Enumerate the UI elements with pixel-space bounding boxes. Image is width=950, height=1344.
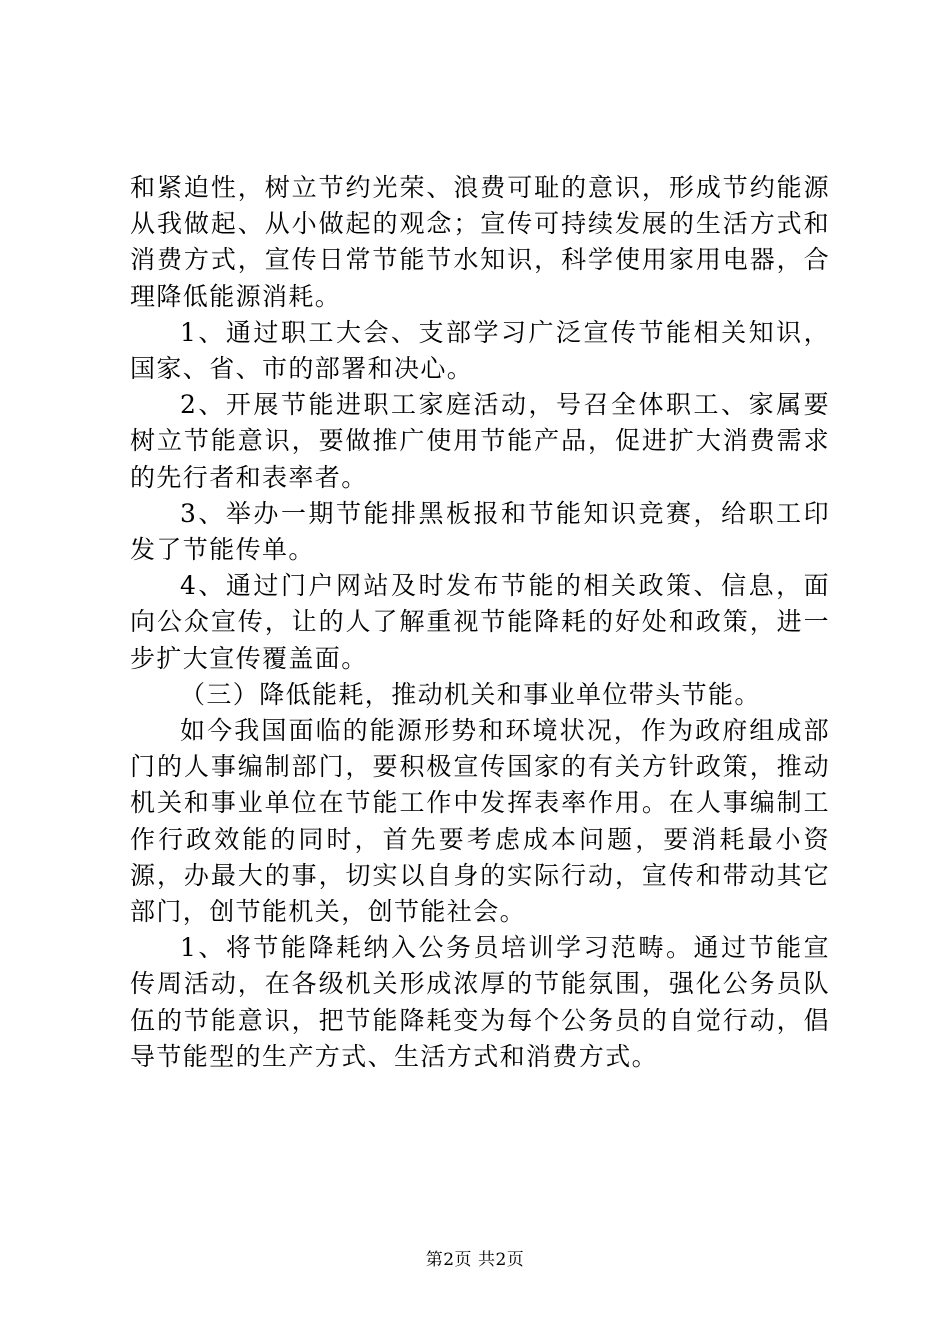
document-body bbox=[130, 170, 830, 1075]
paragraph-item-3: 3、举办一期节能排黑板报和节能知识竞赛，给职工印发了节能传单。 bbox=[130, 498, 830, 565]
paragraph-item-1-section3: 1、将节能降耗纳入公务员培训学习范畴。通过节能宣传周活动，在各级机关形成浓厚的节能氛围，强化公务员队伍的节能意识，把节能降耗变为每个公务员的自觉行动，倡导节能型的生产方式、生活方式和消费方式。 bbox=[130, 933, 830, 1071]
section-heading: （三）降低能耗，推动机关和事业单位带头节能。 bbox=[180, 679, 761, 709]
paragraph-continuation: 和紧迫性，树立节约光荣、浪费可耻的意识，形成节约能源从我做起、从小做起的观念；宣传可持续发展的生活方式和消费方式，宣传日常节能节水知识，科学使用家用电器，合理降低能源消耗。 bbox=[130, 173, 830, 311]
paragraph-item-2: 2、开展节能进职工家庭活动，号召全体职工、家属要树立节能意识，要做推广使用节能产品，促进扩大消费需求的先行者和表率者。 bbox=[130, 390, 830, 492]
paragraph-item-1: 1、通过职工大会、支部学习广泛宣传节能相关知识，国家、省、市的部署和决心。 bbox=[130, 317, 830, 384]
page-number-footer: 第2页 共2页 bbox=[425, 1250, 525, 1270]
paragraph-item-4: 4、通过门户网站及时发布节能的相关政策、信息，面向公众宣传，让的人了解重视节能降耗的好处和政策，进一步扩大宣传覆盖面。 bbox=[130, 571, 830, 673]
paragraph-body: 如今我国面临的能源形势和环境状况，作为政府组成部门的人事编制部门，要积极宣传国家的有关方针政策，推动机关和事业单位在节能工作中发挥表率作用。在人事编制工作行政效能的同时，首先要考虑成本问题，要消耗最小资源，办最大的事，切实以自身的实际行动，宣传和带动其它部门，创节能机关，创节能社会。 bbox=[130, 716, 830, 927]
